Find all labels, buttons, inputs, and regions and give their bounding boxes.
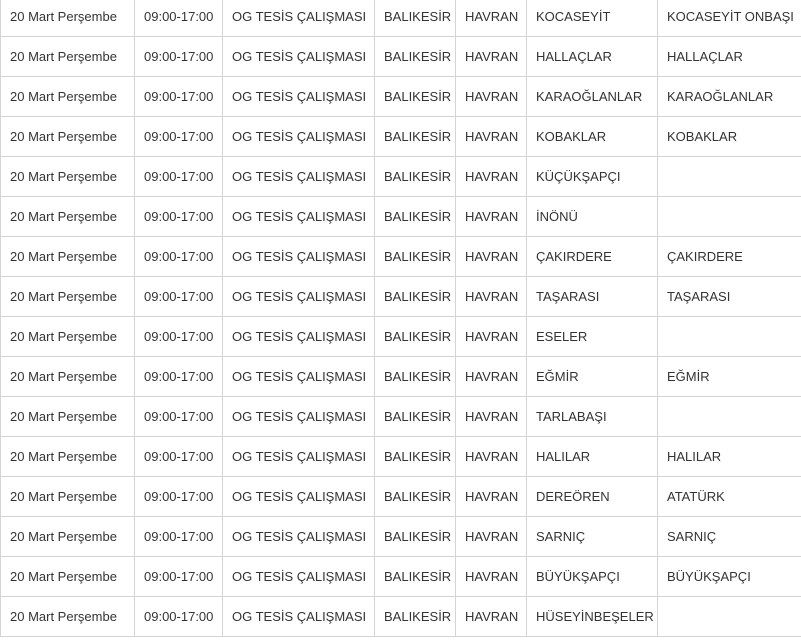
work-type-cell: OG TESİS ÇALIŞMASI [223, 0, 375, 37]
table-row [1, 0, 801, 37]
district-cell: HAVRAN [456, 517, 527, 557]
village-cell: TAŞARASI [527, 277, 658, 317]
province-cell: BALIKESİR [375, 557, 456, 597]
district-cell: HAVRAN [456, 317, 527, 357]
neighborhood-cell: ATATÜRK [658, 477, 801, 517]
table-row [1, 197, 801, 237]
work-type-cell: OG TESİS ÇALIŞMASI [223, 397, 375, 437]
neighborhood-cell: EĞMİR [658, 357, 801, 397]
village-cell: HALILAR [527, 437, 658, 477]
time-range-cell: 09:00-17:00 [135, 197, 223, 237]
time-range-cell: 09:00-17:00 [135, 437, 223, 477]
district-cell: HAVRAN [456, 117, 527, 157]
date-cell: 20 Mart Perşembe [1, 37, 135, 77]
province-cell: BALIKESİR [375, 117, 456, 157]
time-range-cell: 09:00-17:00 [135, 397, 223, 437]
neighborhood-cell: ÇAKIRDERE [658, 237, 801, 277]
neighborhood-cell: KOCASEYİT ONBAŞI [658, 0, 801, 37]
date-cell: 20 Mart Perşembe [1, 397, 135, 437]
time-range-cell: 09:00-17:00 [135, 597, 223, 637]
work-type-cell: OG TESİS ÇALIŞMASI [223, 157, 375, 197]
table-row [1, 477, 801, 517]
province-cell: BALIKESİR [375, 357, 456, 397]
work-type-cell: OG TESİS ÇALIŞMASI [223, 197, 375, 237]
village-cell: İNÖNÜ [527, 197, 658, 237]
date-cell: 20 Mart Perşembe [1, 477, 135, 517]
table-row [1, 77, 801, 117]
date-cell: 20 Mart Perşembe [1, 597, 135, 637]
work-type-cell: OG TESİS ÇALIŞMASI [223, 117, 375, 157]
date-cell: 20 Mart Perşembe [1, 157, 135, 197]
village-cell: KOBAKLAR [527, 117, 658, 157]
province-cell: BALIKESİR [375, 157, 456, 197]
village-cell: KÜÇÜKŞAPÇI [527, 157, 658, 197]
province-cell: BALIKESİR [375, 477, 456, 517]
time-range-cell: 09:00-17:00 [135, 77, 223, 117]
table-row [1, 557, 801, 597]
province-cell: BALIKESİR [375, 597, 456, 637]
date-cell: 20 Mart Perşembe [1, 237, 135, 277]
work-type-cell: OG TESİS ÇALIŞMASI [223, 477, 375, 517]
work-type-cell: OG TESİS ÇALIŞMASI [223, 517, 375, 557]
neighborhood-cell: BÜYÜKŞAPÇI [658, 557, 801, 597]
work-type-cell: OG TESİS ÇALIŞMASI [223, 77, 375, 117]
neighborhood-cell: TAŞARASI [658, 277, 801, 317]
time-range-cell: 09:00-17:00 [135, 517, 223, 557]
village-cell: KARAOĞLANLAR [527, 77, 658, 117]
province-cell: BALIKESİR [375, 517, 456, 557]
neighborhood-cell [658, 157, 801, 197]
neighborhood-cell: HALILAR [658, 437, 801, 477]
table-row [1, 117, 801, 157]
work-type-cell: OG TESİS ÇALIŞMASI [223, 557, 375, 597]
work-type-cell: OG TESİS ÇALIŞMASI [223, 437, 375, 477]
table-row [1, 37, 801, 77]
date-cell: 20 Mart Perşembe [1, 317, 135, 357]
neighborhood-cell [658, 597, 801, 637]
time-range-cell: 09:00-17:00 [135, 277, 223, 317]
time-range-cell: 09:00-17:00 [135, 357, 223, 397]
neighborhood-cell: SARNIÇ [658, 517, 801, 557]
province-cell: BALIKESİR [375, 197, 456, 237]
work-type-cell: OG TESİS ÇALIŞMASI [223, 277, 375, 317]
table-row [1, 317, 801, 357]
village-cell: BÜYÜKŞAPÇI [527, 557, 658, 597]
date-cell: 20 Mart Perşembe [1, 557, 135, 597]
district-cell: HAVRAN [456, 77, 527, 117]
province-cell: BALIKESİR [375, 397, 456, 437]
time-range-cell: 09:00-17:00 [135, 557, 223, 597]
neighborhood-cell [658, 397, 801, 437]
district-cell: HAVRAN [456, 437, 527, 477]
village-cell: ESELER [527, 317, 658, 357]
province-cell: BALIKESİR [375, 317, 456, 357]
province-cell: BALIKESİR [375, 77, 456, 117]
table-row [1, 597, 801, 637]
village-cell: HÜSEYİNBEŞELER [527, 597, 658, 637]
work-type-cell: OG TESİS ÇALIŞMASI [223, 237, 375, 277]
village-cell: HALLAÇLAR [527, 37, 658, 77]
province-cell: BALIKESİR [375, 237, 456, 277]
district-cell: HAVRAN [456, 357, 527, 397]
district-cell: HAVRAN [456, 477, 527, 517]
neighborhood-cell: KOBAKLAR [658, 117, 801, 157]
date-cell: 20 Mart Perşembe [1, 277, 135, 317]
province-cell: BALIKESİR [375, 0, 456, 37]
table-row [1, 157, 801, 197]
province-cell: BALIKESİR [375, 37, 456, 77]
district-cell: HAVRAN [456, 557, 527, 597]
time-range-cell: 09:00-17:00 [135, 37, 223, 77]
village-cell: KOCASEYİT [527, 0, 658, 37]
time-range-cell: 09:00-17:00 [135, 0, 223, 37]
province-cell: BALIKESİR [375, 437, 456, 477]
date-cell: 20 Mart Perşembe [1, 517, 135, 557]
district-cell: HAVRAN [456, 197, 527, 237]
neighborhood-cell: KARAOĞLANLAR [658, 77, 801, 117]
work-type-cell: OG TESİS ÇALIŞMASI [223, 597, 375, 637]
date-cell: 20 Mart Perşembe [1, 357, 135, 397]
neighborhood-cell [658, 317, 801, 357]
date-cell: 20 Mart Perşembe [1, 437, 135, 477]
time-range-cell: 09:00-17:00 [135, 317, 223, 357]
village-cell: ÇAKIRDERE [527, 237, 658, 277]
work-type-cell: OG TESİS ÇALIŞMASI [223, 317, 375, 357]
district-cell: HAVRAN [456, 397, 527, 437]
date-cell: 20 Mart Perşembe [1, 197, 135, 237]
time-range-cell: 09:00-17:00 [135, 477, 223, 517]
district-cell: HAVRAN [456, 597, 527, 637]
neighborhood-cell: HALLAÇLAR [658, 37, 801, 77]
district-cell: HAVRAN [456, 157, 527, 197]
time-range-cell: 09:00-17:00 [135, 117, 223, 157]
village-cell: DEREÖREN [527, 477, 658, 517]
table-body [1, 0, 801, 637]
date-cell: 20 Mart Perşembe [1, 77, 135, 117]
date-cell: 20 Mart Perşembe [1, 0, 135, 37]
table-row [1, 237, 801, 277]
table-row [1, 397, 801, 437]
district-cell: HAVRAN [456, 37, 527, 77]
district-cell: HAVRAN [456, 277, 527, 317]
village-cell: SARNIÇ [527, 517, 658, 557]
table-row [1, 357, 801, 397]
village-cell: EĞMİR [527, 357, 658, 397]
table-row [1, 517, 801, 557]
time-range-cell: 09:00-17:00 [135, 157, 223, 197]
table-row [1, 277, 801, 317]
work-type-cell: OG TESİS ÇALIŞMASI [223, 37, 375, 77]
table-row [1, 437, 801, 477]
work-type-cell: OG TESİS ÇALIŞMASI [223, 357, 375, 397]
district-cell: HAVRAN [456, 0, 527, 37]
village-cell: TARLABAŞI [527, 397, 658, 437]
date-cell: 20 Mart Perşembe [1, 117, 135, 157]
neighborhood-cell [658, 197, 801, 237]
district-cell: HAVRAN [456, 237, 527, 277]
province-cell: BALIKESİR [375, 277, 456, 317]
time-range-cell: 09:00-17:00 [135, 237, 223, 277]
